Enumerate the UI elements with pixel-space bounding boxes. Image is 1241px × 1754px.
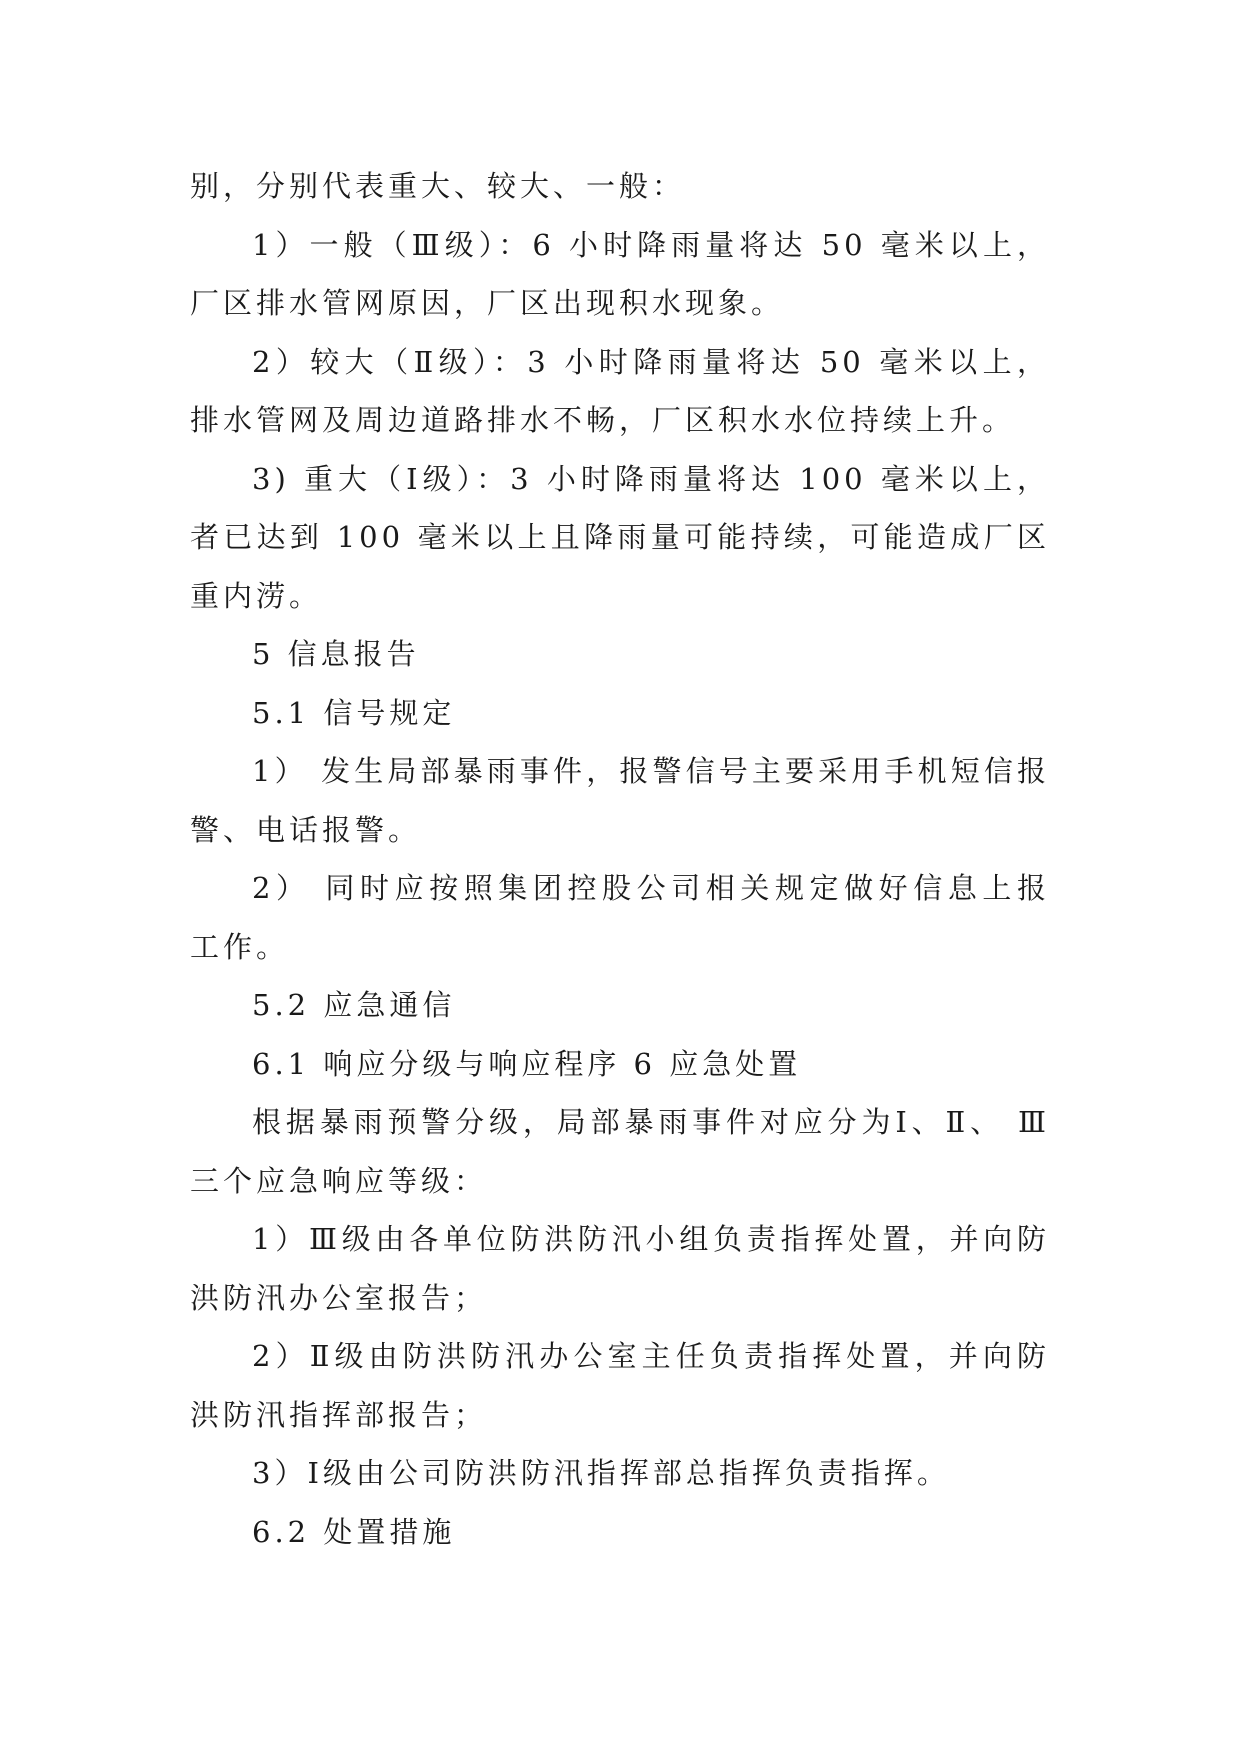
paragraph-line: 2）Ⅱ级由防洪防汛办公室主任负责指挥处置，并向防 [252, 1339, 1050, 1373]
document-page [190, 157, 1050, 1561]
paragraph-line: 厂区排水管网原因，厂区出现积水现象。 [190, 286, 785, 320]
paragraph-line: 1）Ⅲ级由各单位防洪防汛小组负责指挥处置，并向防 [252, 1222, 1050, 1256]
paragraph-line: 三个应急响应等级： [190, 1163, 488, 1198]
paragraph-line: 重内涝。 [190, 578, 323, 613]
paragraph-line: 排水管网及周边道路排水不畅，厂区积水水位持续上升。 [190, 403, 1016, 437]
paragraph-line: 者已达到 100 毫米以上且降雨量可能持续，可能造成厂区 [190, 520, 1050, 554]
paragraph-line: 3) 重大（Ⅰ级）：3 小时降雨量将达 100 毫米以上， [252, 461, 1050, 496]
paragraph-line: 3）Ⅰ级由公司防洪防汛指挥部总指挥负责指挥。 [252, 1456, 950, 1490]
paragraph-line: 1） 发生局部暴雨事件，报警信号主要采用手机短信报 [252, 754, 1050, 788]
paragraph-line: 2） 同时应按照集团控股公司相关规定做好信息上报 [252, 871, 1050, 905]
paragraph-line: 别，分别代表重大、较大、一般： [190, 169, 686, 203]
section-heading: 5.1 信号规定 [252, 695, 456, 730]
section-heading: 6.2 处置措施 [252, 1514, 456, 1549]
section-heading: 6.1 响应分级与响应程序 6 应急处置 [252, 1046, 802, 1081]
paragraph-line: 洪防汛指挥部报告； [190, 1397, 488, 1432]
section-heading: 5.2 应急通信 [252, 988, 456, 1022]
paragraph-line: 洪防汛办公室报告； [190, 1280, 488, 1315]
section-heading: 5 信息报告 [252, 637, 420, 671]
paragraph-line: 根据暴雨预警分级，局部暴雨事件对应分为Ⅰ、Ⅱ、 Ⅲ [252, 1105, 1050, 1139]
paragraph-line: 2）较大（Ⅱ级）：3 小时降雨量将达 50 毫米以上， [252, 344, 1050, 379]
paragraph-line: 1）一般（Ⅲ级）：6 小时降雨量将达 50 毫米以上， [252, 227, 1050, 262]
paragraph-line: 警、电话报警。 [190, 812, 422, 847]
paragraph-line: 工作。 [190, 929, 290, 964]
